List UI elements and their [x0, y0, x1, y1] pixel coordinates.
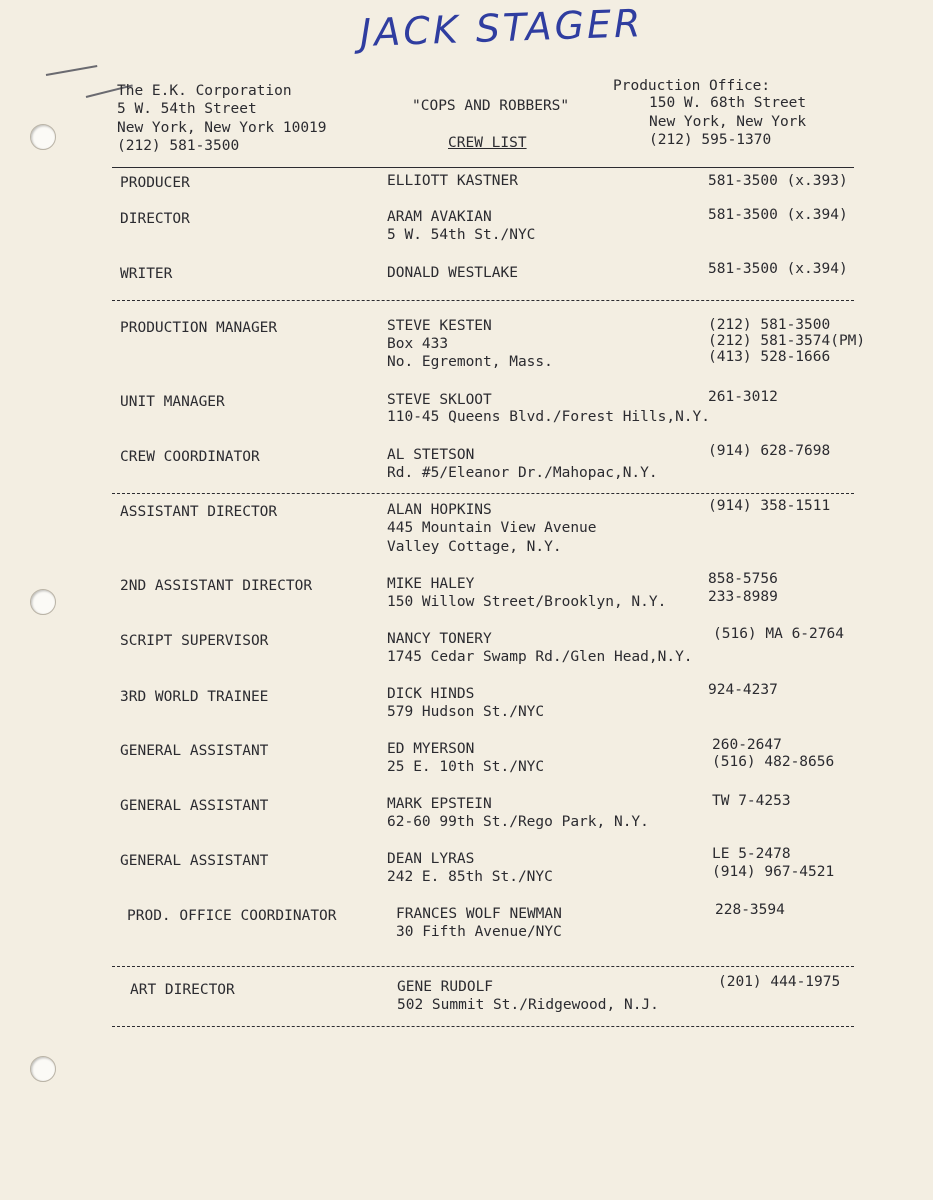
crew-role: GENERAL ASSISTANT [120, 853, 269, 869]
crew-phone: TW 7-4253 [712, 793, 791, 809]
crew-phone: (516) MA 6-2764 [713, 626, 844, 642]
punch-hole [30, 1056, 56, 1082]
crew-phone: (516) 482-8656 [712, 754, 835, 770]
crew-name: NANCY TONERY [387, 631, 492, 647]
crew-address: 242 E. 85th St./NYC [387, 869, 553, 885]
crew-name: ED MYERSON [387, 741, 475, 757]
crew-phone: LE 5-2478 [712, 846, 791, 862]
crew-name: MARK EPSTEIN [387, 796, 492, 812]
crew-phone: 261-3012 [708, 389, 778, 405]
section-divider [112, 966, 854, 967]
section-divider [112, 300, 854, 301]
staple-mark [46, 65, 98, 76]
crew-address: 62-60 99th St./Rego Park, N.Y. [387, 814, 649, 830]
crew-name: ALAN HOPKINS [387, 502, 492, 518]
crew-name: AL STETSON [387, 447, 475, 463]
crew-name: DONALD WESTLAKE [387, 265, 518, 281]
crew-name: ELLIOTT KASTNER [387, 173, 518, 189]
crew-address: 579 Hudson St./NYC [387, 704, 545, 720]
handwritten-title: JACK STAGER [359, 1, 645, 55]
crew-role: PRODUCER [120, 175, 190, 191]
section-divider [112, 493, 854, 494]
crew-address: 150 Willow Street/Brooklyn, N.Y. [387, 594, 667, 610]
crew-role: ASSISTANT DIRECTOR [120, 504, 278, 520]
crew-address: Box 433 [387, 336, 449, 352]
crew-phone: (914) 628-7698 [708, 443, 831, 459]
crew-role: WRITER [120, 266, 173, 282]
office-label: Production Office: [613, 78, 771, 94]
crew-phone: 924-4237 [708, 682, 778, 698]
crew-phone: 228-3594 [715, 902, 785, 918]
crew-role: DIRECTOR [120, 211, 190, 227]
crew-phone: 581-3500 (x.393) [708, 173, 848, 189]
crew-phone: (413) 528-1666 [708, 349, 831, 365]
production-title: "COPS AND ROBBERS" [412, 98, 570, 114]
crew-phone: (212) 581-3574(PM) [708, 333, 866, 349]
crew-name: DEAN LYRAS [387, 851, 475, 867]
crew-phone: 581-3500 (x.394) [708, 261, 848, 277]
crew-role: GENERAL ASSISTANT [120, 798, 269, 814]
section-divider [112, 1026, 854, 1027]
header-rule [112, 167, 854, 168]
crew-role: ART DIRECTOR [130, 982, 235, 998]
crew-role: PRODUCTION MANAGER [120, 320, 278, 336]
crew-role: 3RD WORLD TRAINEE [120, 689, 269, 705]
crew-name: FRANCES WOLF NEWMAN [396, 906, 562, 922]
crew-name: ARAM AVAKIAN [387, 209, 492, 225]
crew-name: GENE RUDOLF [397, 979, 494, 995]
crew-phone: 858-5756 [708, 571, 778, 587]
crew-phone: 260-2647 [712, 737, 782, 753]
crew-address: 110-45 Queens Blvd./Forest Hills,N.Y. [387, 409, 711, 425]
crew-name: STEVE SKLOOT [387, 392, 492, 408]
crew-role: UNIT MANAGER [120, 394, 225, 410]
crew-role: GENERAL ASSISTANT [120, 743, 269, 759]
crew-role: 2ND ASSISTANT DIRECTOR [120, 578, 313, 594]
crew-address: Rd. #5/Eleanor Dr./Mahopac,N.Y. [387, 465, 658, 481]
company-street: 5 W. 54th Street [117, 101, 257, 117]
crew-phone: (914) 358-1511 [708, 498, 831, 514]
crew-address: 502 Summit St./Ridgewood, N.J. [397, 997, 659, 1013]
crew-address: 25 E. 10th St./NYC [387, 759, 545, 775]
crew-role: CREW COORDINATOR [120, 449, 260, 465]
crew-role: PROD. OFFICE COORDINATOR [127, 908, 337, 924]
company-phone: (212) 581-3500 [117, 138, 240, 154]
crew-phone: (914) 967-4521 [712, 864, 835, 880]
crew-role: SCRIPT SUPERVISOR [120, 633, 269, 649]
punch-hole [30, 589, 56, 615]
company-name: The E.K. Corporation [117, 83, 292, 99]
crew-name: STEVE KESTEN [387, 318, 492, 334]
crew-phone: (201) 444-1975 [718, 974, 841, 990]
crew-address: 5 W. 54th St./NYC [387, 227, 536, 243]
crew-phone: 233-8989 [708, 589, 778, 605]
crew-name: MIKE HALEY [387, 576, 475, 592]
office-city: New York, New York [649, 114, 807, 130]
crew-address: Valley Cottage, N.Y. [387, 539, 562, 555]
office-phone: (212) 595-1370 [649, 132, 772, 148]
crew-address: 30 Fifth Avenue/NYC [396, 924, 562, 940]
punch-hole [30, 124, 56, 150]
office-street: 150 W. 68th Street [649, 95, 807, 111]
crew-address: No. Egremont, Mass. [387, 354, 553, 370]
company-city: New York, New York 10019 [117, 120, 327, 136]
crew-address: 1745 Cedar Swamp Rd./Glen Head,N.Y. [387, 649, 693, 665]
crew-phone: (212) 581-3500 [708, 317, 831, 333]
list-title: CREW LIST [448, 135, 527, 151]
crew-address: 445 Mountain View Avenue [387, 520, 597, 536]
crew-name: DICK HINDS [387, 686, 475, 702]
crew-phone: 581-3500 (x.394) [708, 207, 848, 223]
